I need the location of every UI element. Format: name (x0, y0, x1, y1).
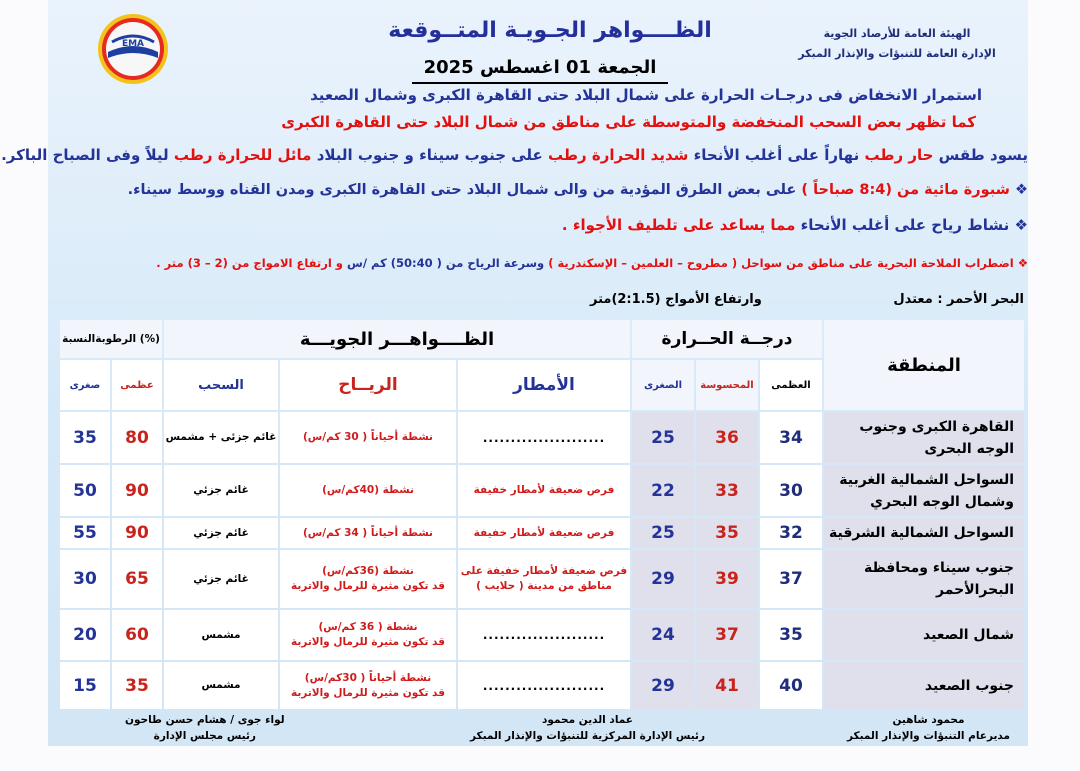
wind-speed: نشطة أحياناً ( 34 كم/س) (302, 526, 434, 539)
hmin-value: 30 (73, 569, 97, 589)
header-humidity: الرطوبةالنسبة (%) (60, 320, 162, 358)
red-sea-state: البحر الأحمر : معتدل (893, 292, 1024, 307)
cell-max (760, 518, 822, 548)
header-temperature: درجــة الحــرارة (632, 320, 822, 358)
max-value: 35 (779, 625, 803, 645)
cell-min (632, 550, 694, 608)
l6-b: وسرعة الرياح من ( 50:40) كم /س (346, 256, 545, 270)
hmin-value: 50 (73, 480, 97, 501)
l6-c: و ارتفاع الامواج من (2 – 3) متر . (156, 256, 343, 270)
wind-note: قد تكون مثيرة للرمال والاتربة (290, 636, 445, 648)
l6-a: اضطراب الملاحة البحرية على مناطق من سواحل ( مطروح – العلمين – الإسكندرية ) (548, 256, 1014, 270)
wind-speed: نشطة أحياناً ( 30 كم/س) (302, 431, 434, 443)
min-value: 24 (651, 625, 675, 645)
min-value: 29 (651, 569, 675, 589)
max-value: 40 (779, 675, 803, 696)
l3-d: شديد الحرارة رطب (548, 146, 689, 164)
cell-feels (696, 518, 758, 548)
cell-rain (458, 610, 630, 660)
header-phenomena: الظــــواهـــر الجويـــة (164, 320, 630, 358)
cell-min (632, 662, 694, 709)
header-region: المنطقة (824, 320, 1024, 410)
ema-logo (96, 12, 170, 86)
page-title: الظــــواهر الجـويـة المتــوقعة (388, 18, 712, 43)
rain-text: فرص ضعيفة لأمطار خفيفة (473, 484, 615, 496)
feels-value: 36 (715, 427, 739, 448)
cell-rain (458, 518, 630, 548)
l3-f: مائل للحرارة رطب (173, 146, 312, 164)
clouds-value: غائم جزئي (193, 572, 249, 585)
cell-max (760, 662, 822, 709)
subheader-wind: الريــاح (280, 360, 456, 410)
wind-block (322, 483, 414, 498)
subheader-rain: الأمطار (458, 360, 630, 410)
l3-a: يسود طقس (938, 146, 1028, 164)
cell-clouds (164, 662, 278, 709)
feels-value: 35 (715, 523, 739, 543)
cell-min (632, 518, 694, 548)
hmax-value: 65 (125, 569, 149, 589)
cell-wind (280, 662, 456, 709)
authority-line1: الهيئة العامة للأرصاد الجوية (823, 27, 971, 40)
sig2-name: عماد الدين محمود (542, 714, 633, 726)
min-value: 29 (651, 675, 675, 696)
region-value: السواحل الشمالية الغربية وشمال الوجه البحري (839, 471, 1014, 510)
cell-region (824, 412, 1024, 463)
cell-region (824, 610, 1024, 660)
cell-hmax (112, 662, 162, 709)
wind-block (303, 526, 433, 541)
clouds-value: مشمس (201, 679, 241, 691)
logo-text: EMA (121, 39, 145, 49)
cell-wind (280, 518, 456, 548)
signature-board-chair (125, 712, 285, 744)
min-value: 25 (651, 523, 675, 543)
clouds-value: غائم جزئي (193, 526, 249, 539)
signature-central-director (470, 712, 705, 744)
signature-forecast-director (847, 712, 1010, 744)
cell-wind (280, 610, 456, 660)
rain-text: ...................... (482, 430, 606, 445)
cell-hmax (112, 465, 162, 516)
forecast-table (60, 320, 1024, 709)
sig3-title: رئيس مجلس الإدارة (153, 730, 256, 742)
subheader-min: الصغرى (632, 360, 694, 410)
cell-hmin (60, 518, 110, 548)
cell-hmin (60, 412, 110, 463)
feels-value: 41 (715, 675, 739, 696)
cell-clouds (164, 465, 278, 516)
cell-feels (696, 610, 758, 660)
cell-hmax (112, 412, 162, 463)
cell-rain (458, 662, 630, 709)
hmax-value: 90 (125, 480, 149, 501)
authority-line2: الإدارة العامة للتنبؤات والإنذار المبكر (798, 47, 996, 60)
hmin-value: 55 (73, 523, 97, 543)
sig3-name: لواء جوى / هشام حسن طاحون (125, 714, 285, 726)
cell-max (760, 610, 822, 660)
cell-feels (696, 465, 758, 516)
subheader-feels: المحسوسة (696, 360, 758, 410)
l3-c: نهاراً على أغلب الأنحاء (693, 146, 860, 164)
clouds-value: غائم جزئي (193, 484, 249, 496)
rain-text: ...................... (482, 678, 606, 693)
hmax-value: 80 (125, 427, 149, 448)
wind-block (291, 564, 445, 594)
hmax-value: 90 (125, 523, 149, 543)
subheader-hum-max: عظمى (112, 360, 162, 410)
wind-block (303, 430, 433, 445)
sig2-title: رئيس الإدارة المركزية للتنبؤات والإنذار المبكر (470, 730, 706, 742)
wind-block (291, 671, 445, 701)
cell-feels (696, 662, 758, 709)
red-sea-waves: وارتفاع الأمواج (2:1.5)متر (590, 292, 762, 307)
cell-min (632, 465, 694, 516)
hmin-value: 35 (73, 427, 97, 448)
summary-line-5 (562, 216, 1028, 234)
l3-g: ليلاً وفى الصباح الباكر. (1, 146, 169, 164)
min-value: 25 (651, 427, 675, 448)
cell-hmin (60, 610, 110, 660)
subheader-max: العظمى (760, 360, 822, 410)
max-value: 30 (779, 480, 803, 501)
cell-hmax (112, 610, 162, 660)
wind-note: قد تكون مثيرة للرمال والاتربة (290, 686, 445, 699)
cell-region (824, 465, 1024, 516)
feels-value: 39 (715, 569, 739, 589)
cell-min (632, 412, 694, 463)
cell-wind (280, 465, 456, 516)
wind-speed: نشطة أحياناً ( 30كم/س) (304, 671, 432, 684)
region-value: شمال الصعيد (923, 627, 1014, 643)
cell-clouds (164, 610, 278, 660)
cell-region (824, 518, 1024, 548)
cell-hmin (60, 662, 110, 709)
cell-region (824, 550, 1024, 608)
diamond-bullet-icon: ❖ (1015, 182, 1028, 198)
summary-line-6 (156, 256, 1028, 270)
clouds-value: غائم جزئى + مشمس (165, 431, 277, 443)
subheader-hum-min: صغرى (60, 360, 110, 410)
cell-rain (458, 550, 630, 608)
cell-max (760, 465, 822, 516)
sig1-name: محمود شاهين (892, 714, 965, 726)
cell-max (760, 412, 822, 463)
cell-clouds (164, 518, 278, 548)
max-value: 37 (779, 569, 803, 589)
wind-speed: نشطة ( 36 كم/س) (318, 621, 418, 633)
sig1-title: مديرعام التنبؤات والإنذار المبكر (846, 730, 1010, 742)
hmin-value: 15 (73, 675, 97, 696)
feels-value: 37 (715, 625, 739, 645)
rain-text: فرص ضعيفة لأمطار خفيفة على مناطق من مدينة ( حلايب ) (460, 565, 628, 592)
l5-b: مما يساعد على تلطيف الأجواء . (561, 216, 796, 234)
region-value: جنوب سيناء ومحافظة البحرالأحمر (863, 560, 1014, 598)
authority-block (772, 24, 1022, 64)
cell-clouds (164, 412, 278, 463)
summary-line-4 (128, 182, 1028, 198)
cell-wind (280, 412, 456, 463)
subheader-clouds: السحب (164, 360, 278, 410)
cell-region (824, 662, 1024, 709)
l4-b: على بعض الطرق المؤدية من والى شمال البلاد حتى القاهرة الكبرى ومدن القناه ووسط سيناء. (127, 182, 797, 198)
region-value: القاهرة الكبرى وجنوب الوجه البحرى (859, 418, 1014, 457)
cell-max (760, 550, 822, 608)
hmax-value: 35 (125, 675, 149, 696)
wind-speed: نشطة (40كم/س) (322, 484, 414, 496)
rain-text: ...................... (482, 628, 606, 642)
diamond-bullet-icon: ❖ (1017, 256, 1028, 270)
summary-line-2: كما تظهر بعض السحب المنخفضة والمتوسطة على مناطق من شمال البلاد حتى القاهرة الكبرى (281, 113, 976, 131)
diamond-bullet-icon: ❖ (1014, 216, 1028, 234)
cell-rain (458, 465, 630, 516)
rain-text: فرص ضعيفة لأمطار خفيفة (473, 526, 615, 539)
summary-line-3 (1, 146, 1028, 164)
wind-block (291, 620, 445, 650)
cell-feels (696, 412, 758, 463)
cell-min (632, 610, 694, 660)
max-value: 34 (779, 427, 803, 448)
wind-note: قد تكون مثيرة للرمال والاتربة (290, 580, 445, 592)
forecast-date: الجمعة 01 اغسطس 2025 (423, 57, 657, 78)
summary-line-1: استمرار الانخفاض فى درجـات الحرارة على شمال البلاد حتى القاهرة الكبرى وشمال الصعيد (310, 86, 982, 104)
l3-e: على جنوب سيناء و جنوب البلاد (316, 146, 543, 164)
max-value: 32 (779, 523, 803, 543)
cell-feels (696, 550, 758, 608)
feels-value: 33 (715, 480, 739, 501)
cell-hmin (60, 465, 110, 516)
cell-hmax (112, 550, 162, 608)
min-value: 22 (651, 480, 675, 501)
date-underline (412, 82, 668, 84)
wind-speed: نشطة (36كم/س) (322, 565, 414, 577)
cell-wind (280, 550, 456, 608)
cell-hmin (60, 550, 110, 608)
hmin-value: 20 (73, 625, 97, 645)
l5-a: نشاط رياح على أغلب الأنحاء (800, 216, 1010, 234)
cell-hmax (112, 518, 162, 548)
region-value: جنوب الصعيد (924, 677, 1014, 694)
cell-clouds (164, 550, 278, 608)
cell-rain (458, 412, 630, 463)
l4-a: شبورة مائية من (8:4 صباحاً ) (801, 182, 1010, 198)
region-value: السواحل الشمالية الشرقية (828, 525, 1014, 541)
hmax-value: 60 (125, 625, 149, 645)
l3-b: حار رطب (864, 146, 934, 164)
clouds-value: مشمس (201, 628, 241, 641)
